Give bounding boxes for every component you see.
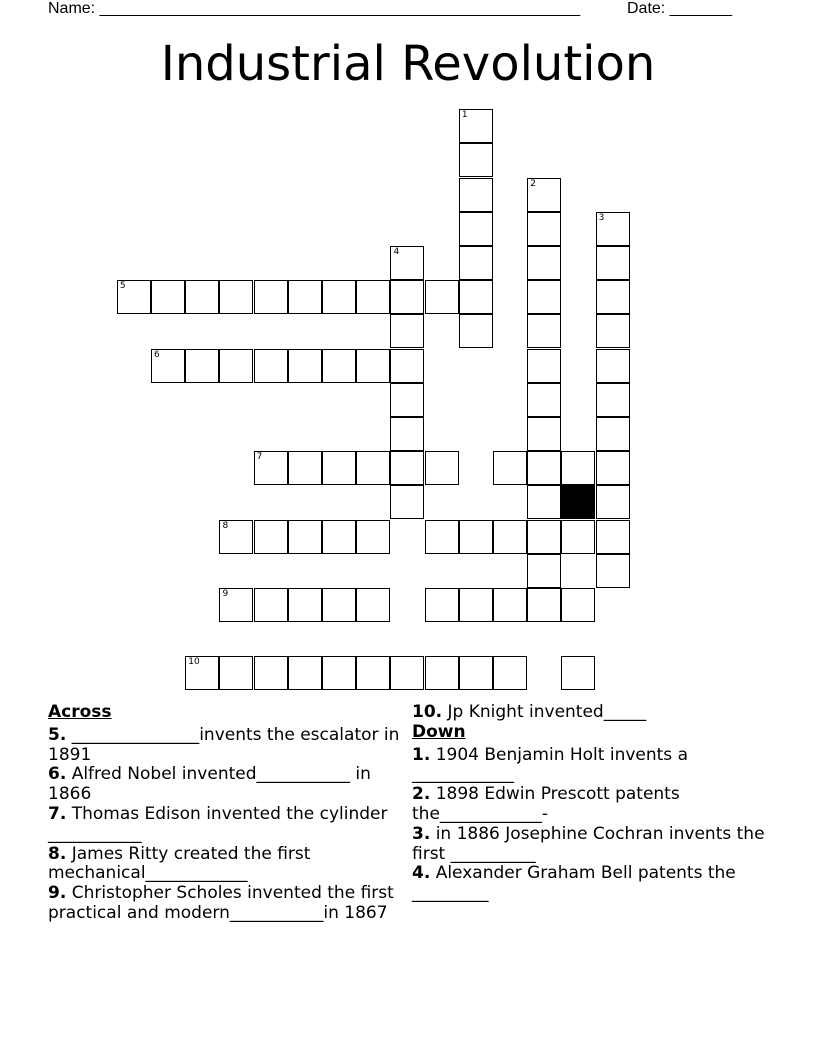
crossword-cell[interactable] <box>151 349 185 383</box>
crossword-cell[interactable] <box>356 451 390 485</box>
crossword-cell[interactable] <box>288 349 322 383</box>
crossword-cell[interactable] <box>459 212 493 246</box>
crossword-cell[interactable] <box>459 178 493 212</box>
crossword-cell[interactable] <box>596 212 630 246</box>
crossword-cell[interactable] <box>322 656 356 690</box>
crossword-block <box>561 485 595 519</box>
crossword-cell[interactable] <box>288 520 322 554</box>
crossword-cell[interactable] <box>459 656 493 690</box>
crossword-cell[interactable] <box>527 212 561 246</box>
crossword-cell[interactable] <box>596 485 630 519</box>
crossword-cell[interactable] <box>322 280 356 314</box>
crossword-cell[interactable] <box>425 588 459 622</box>
clue-number: 2. <box>412 784 431 805</box>
crossword-cell[interactable] <box>459 109 493 143</box>
crossword-cell[interactable] <box>219 520 253 554</box>
crossword-cell[interactable] <box>356 588 390 622</box>
crossword-cell[interactable] <box>185 349 219 383</box>
clue-text: Alexander Graham Bell patents the _________ <box>412 863 742 904</box>
clue-number-label: 2 <box>530 178 536 189</box>
crossword-cell[interactable] <box>561 588 595 622</box>
clue-number: 6. <box>48 764 67 785</box>
crossword-cell[interactable] <box>356 520 390 554</box>
crossword-cell[interactable] <box>459 588 493 622</box>
crossword-cell[interactable] <box>459 143 493 177</box>
crossword-cell[interactable] <box>288 656 322 690</box>
crossword-cell[interactable] <box>527 314 561 348</box>
down-heading: Down <box>412 721 466 742</box>
clue-text: 1898 Edwin Prescott patents the____________- <box>412 784 686 824</box>
clue-number: 3. <box>412 823 431 844</box>
crossword-cell[interactable] <box>596 280 630 314</box>
clue-number-label: 5 <box>119 281 126 292</box>
clue-text: James Ritty created the first mechanical____________ <box>48 843 316 884</box>
clue-number-label: 6 <box>154 349 160 360</box>
crossword-cell[interactable] <box>288 280 322 314</box>
crossword-cell[interactable] <box>527 280 561 314</box>
clue-text: _______________invents the escalator in 1891 <box>48 724 405 765</box>
name-field[interactable]: Name: ______________________________________________________ <box>48 0 581 17</box>
crossword-cell[interactable] <box>561 520 595 554</box>
crossword-cell[interactable] <box>493 656 527 690</box>
crossword-cell[interactable] <box>288 451 322 485</box>
page-title: Industrial Revolution <box>160 36 656 92</box>
crossword-cell[interactable] <box>561 656 595 690</box>
clue-number: 7. <box>48 803 67 824</box>
crossword-cell[interactable] <box>322 349 356 383</box>
crossword-cell[interactable] <box>493 451 527 485</box>
crossword-cell[interactable] <box>219 656 253 690</box>
crossword-cell[interactable] <box>596 451 630 485</box>
crossword-cell[interactable] <box>151 280 185 314</box>
crossword-cell[interactable] <box>185 656 219 690</box>
crossword-cell[interactable] <box>425 656 459 690</box>
crossword-cell[interactable] <box>254 280 288 314</box>
crossword-cell[interactable] <box>356 349 390 383</box>
crossword-cell[interactable] <box>254 451 288 485</box>
crossword-cell[interactable] <box>390 314 424 348</box>
crossword-cell[interactable] <box>561 451 595 485</box>
crossword-cell[interactable] <box>596 417 630 451</box>
clue-across-6 <box>48 765 408 805</box>
clue-number: 5. <box>48 724 67 745</box>
crossword-cell[interactable] <box>527 349 561 383</box>
clue-number: 8. <box>48 843 67 864</box>
crossword-cell[interactable] <box>425 451 459 485</box>
clue-across-7 <box>48 805 408 845</box>
crossword-cell[interactable] <box>527 246 561 280</box>
clue-number-label: 8 <box>222 520 229 531</box>
clue-text: in 1886 Josephine Cochran invents the first __________ <box>412 823 770 864</box>
crossword-cell[interactable] <box>185 280 219 314</box>
crossword-cell[interactable] <box>459 314 493 348</box>
clue-text: Thomas Edison invented the cylinder ___________ <box>48 803 393 844</box>
crossword-cell[interactable] <box>596 383 630 417</box>
clue-text: Alfred Nobel invented___________ in 1866 <box>48 764 377 805</box>
crossword-cell[interactable] <box>219 588 253 622</box>
crossword-cell[interactable] <box>425 280 459 314</box>
crossword-cell[interactable] <box>390 417 424 451</box>
crossword-cell[interactable] <box>390 656 424 690</box>
crossword-cell[interactable] <box>254 520 288 554</box>
crossword-cell[interactable] <box>596 314 630 348</box>
clue-number-label: 7 <box>256 452 263 463</box>
crossword-cell[interactable] <box>390 451 424 485</box>
clues-left-column <box>48 703 408 924</box>
clue-across-5 <box>48 726 408 766</box>
clue-down-1 <box>412 746 772 786</box>
crossword-cell[interactable] <box>254 349 288 383</box>
crossword-cell[interactable] <box>356 656 390 690</box>
crossword-cell[interactable] <box>390 383 424 417</box>
crossword-cell[interactable] <box>596 349 630 383</box>
crossword-cell[interactable] <box>459 520 493 554</box>
crossword-cell[interactable] <box>390 349 424 383</box>
clue-down-3 <box>412 825 772 865</box>
crossword-cell[interactable] <box>356 280 390 314</box>
crossword-cell[interactable] <box>390 485 424 519</box>
crossword-cell[interactable] <box>527 383 561 417</box>
clue-text: Jp Knight invented_____ <box>447 702 647 722</box>
crossword-cell[interactable] <box>596 554 630 588</box>
crossword-cell[interactable] <box>527 554 561 588</box>
crossword-cell[interactable] <box>288 588 322 622</box>
crossword-cell[interactable] <box>322 451 356 485</box>
clue-down-2 <box>412 785 772 825</box>
crossword-cell[interactable] <box>219 349 253 383</box>
clue-number: 4. <box>412 863 431 884</box>
crossword-cell[interactable] <box>493 588 527 622</box>
crossword-cell[interactable] <box>390 280 424 314</box>
crossword-cell[interactable] <box>527 451 561 485</box>
crossword-cell[interactable] <box>459 280 493 314</box>
crossword-cell[interactable] <box>459 246 493 280</box>
crossword-cell[interactable] <box>596 246 630 280</box>
across-heading: Across <box>48 702 112 722</box>
crossword-cell[interactable] <box>596 520 630 554</box>
crossword-cell[interactable] <box>254 656 288 690</box>
clue-number-label: 9 <box>222 589 229 600</box>
clue-text: 1904 Benjamin Holt invents a ____________ <box>412 744 694 785</box>
clue-text: Christopher Scholes invented the first practical and modern___________in 1867 <box>48 883 400 923</box>
crossword-cell[interactable] <box>527 178 561 212</box>
crossword-cell[interactable] <box>322 588 356 622</box>
crossword-cell[interactable] <box>390 246 424 280</box>
crossword-cell[interactable] <box>425 520 459 554</box>
clue-number-label: 3 <box>598 212 605 223</box>
clue-number-label: 1 <box>461 110 468 121</box>
clue-across-9 <box>48 884 408 924</box>
crossword-cell[interactable] <box>322 520 356 554</box>
crossword-cell[interactable] <box>527 520 561 554</box>
crossword-cell[interactable] <box>219 280 253 314</box>
crossword-cell[interactable] <box>527 417 561 451</box>
clue-across-10 <box>412 703 772 723</box>
clue-number-label: 4 <box>393 247 400 258</box>
clue-number: 1. <box>412 744 431 765</box>
crossword-cell[interactable] <box>254 588 288 622</box>
clues-right-column <box>412 703 772 904</box>
crossword-cell[interactable] <box>117 280 151 314</box>
clue-number: 10. <box>412 702 443 722</box>
crossword-cell[interactable] <box>527 485 561 519</box>
clue-number-label: 10 <box>188 657 200 668</box>
clue-number: 9. <box>48 883 67 904</box>
clue-across-8 <box>48 845 408 885</box>
crossword-cell[interactable] <box>527 588 561 622</box>
date-field[interactable]: Date: _______ <box>627 0 732 17</box>
clue-down-4 <box>412 864 772 904</box>
crossword-cell[interactable] <box>493 520 527 554</box>
